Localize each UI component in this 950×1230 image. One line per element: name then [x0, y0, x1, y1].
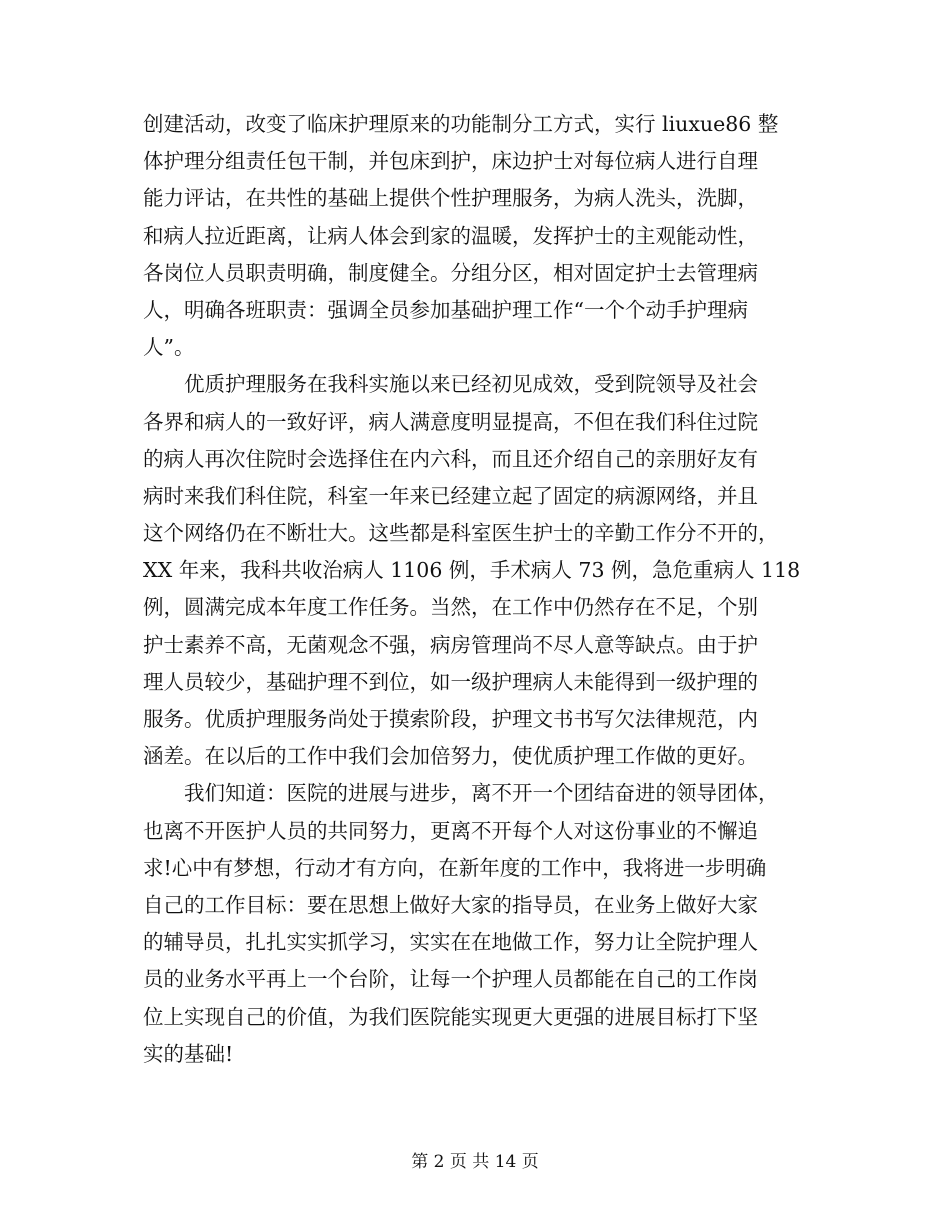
- text-line: 服务。优质护理服务尚处于摸索阶段，护理文书书写欠法律规范，内: [143, 707, 758, 731]
- text-line: 能力评诂，在共性的基础上提供个性护理服务，为病人洗头，洗脚，: [143, 186, 758, 211]
- text-line: 员的业务水平再上一个台阶，让每一个护理人员都能在自己的工作岗: [143, 967, 758, 992]
- text-line: 的病人再次住院时会选择住在内六科，而且还介绍自己的亲朋好友有: [143, 446, 758, 471]
- text-line: 护士素养不高，无菌观念不强，病房管理尚不尽人意等缺点。由于护: [143, 632, 758, 657]
- text-line: 创建活动，改变了临床护理原来的功能制分工方式，实行 liuxue86 整: [143, 112, 779, 136]
- text-line: 理人员较少，基础护理不到位，如一级护理病人未能得到一级护理的: [143, 669, 758, 694]
- text-line: 体护理分组责任包干制，并包床到护，床边护士对每位病人进行自理: [143, 149, 758, 174]
- text-line: 优质护理服务在我科实施以来已经初见成效，受到院领导及社会: [143, 372, 758, 397]
- text-line: 实的基础!: [143, 1041, 234, 1066]
- text-line: 也离不开医护人员的共同努力，更离不开每个人对这份事业的不懈追: [143, 818, 758, 843]
- document-body: [143, 106, 807, 1073]
- text-line: 例，圆满完成本年度工作任务。当然，在工作中仍然存在不足，个别: [143, 595, 758, 620]
- text-line: 病时来我们科住院，科室一年来已经建立起了固定的病源网络，并且: [143, 483, 758, 508]
- text-line: 这个网络仍在不断壮大。这些都是科室医生护士的辛勤工作分不开的，: [143, 521, 779, 546]
- text-line: 人，明确各班职责：强调全员参加基础护理工作“一个个动手护理病: [143, 297, 748, 322]
- text-line: 人”。: [143, 335, 195, 360]
- text-line: 求!心中有梦想，行动才有方向，在新年度的工作中，我将进一步明确: [143, 855, 767, 880]
- text-line: 位上实现自己的价值，为我们医院能实现更大更强的进展目标打下坚: [143, 1004, 758, 1029]
- text-line: 和病人拉近距离，让病人体会到家的温暖，发挥护士的主观能动性，: [143, 223, 758, 248]
- paragraph-2: [143, 366, 807, 775]
- text-line: 各岗位人员职责明确，制度健全。分组分区，相对固定护士去管理病: [143, 260, 758, 285]
- text-line: 的辅导员，扎扎实实抓学习，实实在在地做工作，努力让全院护理人: [143, 930, 758, 955]
- text-line: 各界和病人的一致好评，病人满意度明显提高，不但在我们科住过院: [143, 409, 758, 434]
- text-line: 涵差。在以后的工作中我们会加倍努力，使优质护理工作做的更好。: [143, 744, 758, 769]
- paragraph-1: [143, 106, 807, 366]
- page-number-footer: 第 2 页 共 14 页: [411, 1152, 539, 1172]
- text-line: 自己的工作目标：要在思想上做好大家的指导员，在业务上做好大家: [143, 892, 758, 917]
- text-line: XX 年来，我科共收治病人 1106 例，手术病人 73 例，急危重病人 118: [143, 558, 801, 583]
- text-line: 我们知道：医院的进展与进步，离不开一个团结奋进的领导团体，: [143, 781, 779, 806]
- paragraph-3: [143, 775, 807, 1073]
